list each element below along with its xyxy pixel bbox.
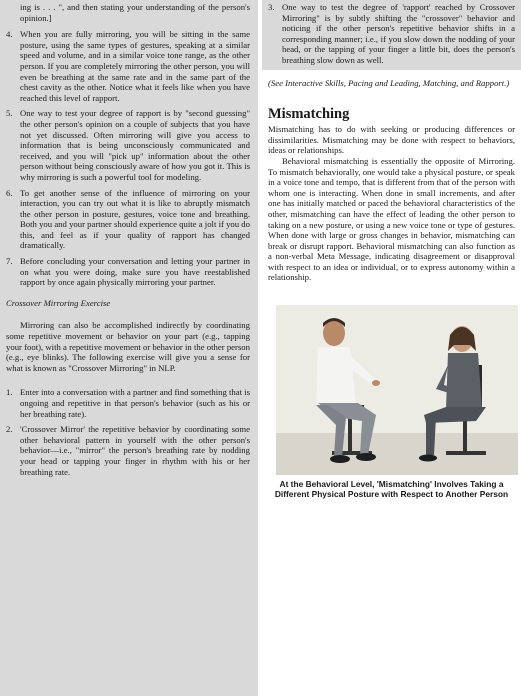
photo-caption: At the Behavioral Level, 'Mismatching' Involves Taking a Different Physical Posture with Respect to Another Person [274, 479, 509, 500]
list-text: When you are fully mirroring, you will be sitting in the same posture, using the same types of gestures, speaking at a similar speed and volume, and in a similar voice tone range, as the other person. If you are completely mirroring the other person, you will even be breathing at the same rate and in the same part of the chest cavity as the other. Notice what it feels like when you have reached this level of rapport. [20, 29, 250, 103]
list-text: Enter into a conversation with a partner and find something that is ongoing and repetitive in that person's behavior (such as his or her breathing rate). [20, 387, 250, 419]
list-number: 2. [6, 424, 13, 435]
see-also-note: (See Interactive Skills, Pacing and Leading, Matching, and Rapport.) [268, 77, 510, 88]
list-number: 6. [6, 187, 13, 198]
list-number: 1. [6, 387, 13, 398]
list-text: Before concluding your conversation and letting your partner in on what you were doing, make sure you have reestablished rapport by once again physically mirroring your partner. [20, 256, 250, 288]
list-item [6, 424, 250, 477]
exercise-steps-list-continued [268, 2, 515, 66]
left-column [0, 0, 258, 696]
section-heading: Mismatching [268, 106, 350, 123]
list-item [6, 387, 250, 419]
list-item [6, 188, 250, 252]
exercise-steps-list [6, 387, 250, 477]
step-3-box [262, 0, 521, 70]
right-column [262, 0, 521, 696]
list-number: 3. [268, 2, 275, 12]
photo-illustration [276, 305, 518, 475]
list-item [6, 256, 250, 288]
list-item [6, 108, 250, 182]
exercise-intro: Mirroring can also be accomplished indirectly by coordinating some repetitive movement or behavior on your part (e.g., tapping your foot), with a repetitive movement or behavior in the other person (e.g., eye blinks). The following exercise will give you a sense for what is known as "Crossover Mirroring" in NLP. [6, 320, 250, 373]
mirroring-steps-list [6, 29, 250, 288]
list-text: One way to test your degree of rapport is by "second guessing" the other person's opinion on a couple of subjects that you have not yet discussed. Often mirroring will give you access to information that is being unconsciously communicated and received, and you will "pick up" information about the other person without being consciously aware of how you got it. This is why mirroring is such a powerful tool for modeling. [20, 108, 250, 182]
list-item [6, 29, 250, 103]
list-text: 'Crossover Mirror' the repetitive behavior by coordinating some other behavioral pattern in yourself with the other person's behavior—i.e., "mirror" the person's breathing rate by nodding your head or tapping your finger in rhythm with his or her breathing rate. [20, 424, 250, 477]
mismatching-photo [276, 305, 518, 475]
list-number: 7. [6, 256, 13, 267]
list-text: One way to test the degree of 'rapport' reached by Crossover Mirroring" is by subtly shifting the "crossover" behavior and noticing if the other person's repetitive behavior shifts in a corresponding manner; i.e., if you slow down the nodding of your head, or the tapping of your finger a little bit, does the person's breathing slow down as well. [282, 2, 515, 65]
paragraph: Behavioral mismatching is essentially the opposite of Mirroring. To mismatch behaviorally, one would take a physical posture, or speak in a voice tone and tempo, that is different from that of the person with whom one is interacting. When done in small increments, and after one has initially matched or paced the behavioral characteristics of the other, mismatching can have the effect of leading the other person to taking on a new posture, or using a new voice tone or type of gestures. When done with large or gross changes in behavior, mismatching can break or disrupt rapport. Behavioral mismatching can also function as a non-verbal Meta Message, indicating disagreement or disapproval with respect to an idea or individual, or to express autonomy within a relationship. [268, 155, 515, 283]
list-number: 5. [6, 108, 13, 119]
list-text: To get another sense of the influence of mirroring on your interaction, you can try out what it is like to abruptly mismatch the other person in posture, gestures, voice tone and breathing. Both you and your partner should experience quite a jolt if you do this, and feel as if your quality of rapport has changed dramatically. [20, 187, 250, 251]
list-item [268, 2, 515, 66]
intro-continuation: ing is . . . ", and then stating your understanding of the person's opinion.] [20, 2, 250, 23]
exercise-title: Crossover Mirroring Exercise [6, 297, 111, 308]
list-number: 4. [6, 29, 13, 40]
paragraph: Mismatching has to do with seeking or producing differences or dissimilarities. Mismatching may be done with respect to behaviors, ideas or relationships. [268, 124, 515, 156]
